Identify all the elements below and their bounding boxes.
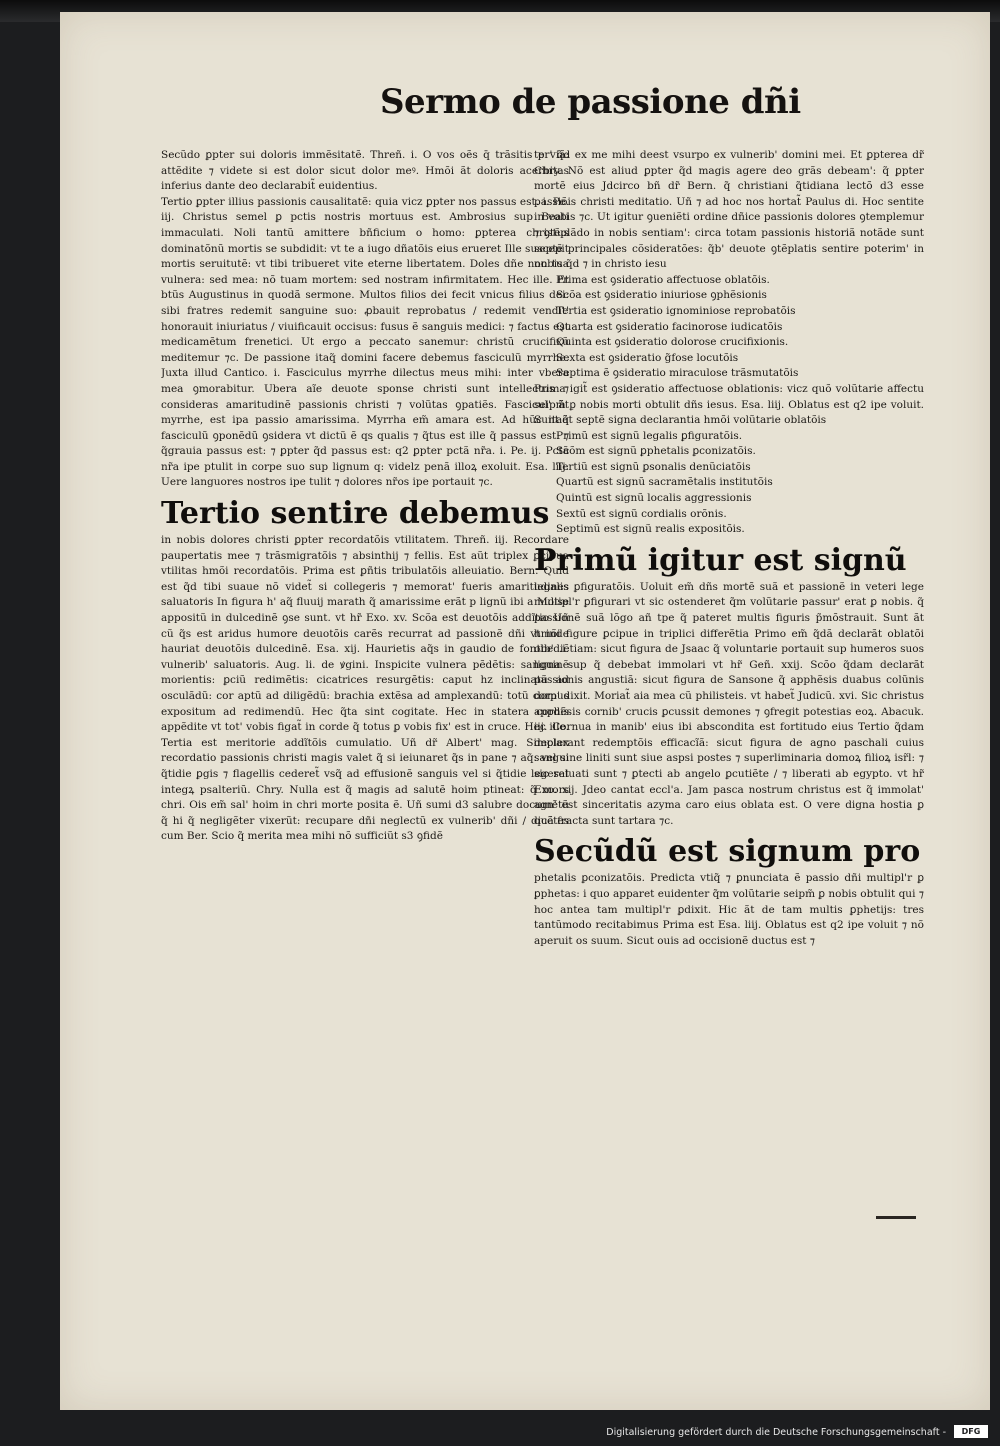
dfg-logo: DFG bbox=[954, 1425, 988, 1438]
list-item: Scõm est signũ ꝑphetalis ꝑconizatõis. bbox=[556, 445, 756, 458]
list-item: Scõa est ꝯsideratio iniuriose ꝯphẽsionis bbox=[556, 289, 767, 302]
list-item: Septimũ est signũ realis expositõis. bbox=[556, 523, 745, 536]
list-item: Quarta est ꝯsideratio facinorose iudicatõis bbox=[556, 320, 783, 333]
list-item: Quartũ est signũ sacramẽtalis institutõis bbox=[556, 476, 773, 489]
list-item: Quinta est ꝯsideratio dolorose crucifixionis. bbox=[556, 336, 789, 349]
paragraph: ter' q̃d ex me mihi deest vsurpo ex vulnerib' domini mei. Et ꝑpterea dr̃ Chry. Nõ est aliud ꝑpter q̃d magis agere deo grãs debeam': q̃ ꝑpter mortẽ eius Jdcirco bñ dr̃ Bern. q̃ christiani q̃tidiana lectõ d3 esse passiõis christi meditatio. Uñ ⁊ ad hoc nos hortat̃ Paulus di. Hoc sentite in vobis ⁊c. Ut igitur ꝯueniẽti ordine dñice passionis dolores ꝯtemplemur ⁊ ꝯtẽplãdo in nobis sentiam': circa totam passionis historiã notãde sunt septẽ principales cõsideratões: q̃b' deuote ꝯtẽplatis sentire poterim' in nobis q̃d ⁊ in christo iesu bbox=[534, 149, 924, 271]
paragraph: legalis ꝑfiguratõis. Uoluit em̃ dñs mortẽ suã et passionẽ in veteri lege multipl'r ꝑfigurari vt sic ostenderet q̃m volũtarie passur' erat ꝑ nobis. q̃ passionẽ suã lõgo añ tpe q̃ pateret multis figuris p̃mõstrauit. Sunt ãt hmõi figure ꝑcipue in triplici differẽtia Primo em̃ q̃dã declarãt oblatõi obediẽtiam: sicut figura de Jsaac q̃ voluntarie portauit sup humeros suos ligna sup q̃ debebat immolari vt hr̃ Geñ. xxij. Scõo q̃dam declarãt passionis angustiã: sicut figura de Sansone q̃ apphẽsis duabus colũnis dom' dixit. Moriat̃ aia mea cũ philisteis. vt habet̃ Judicũ. xvi. Sic christus apphẽsis cornib' crucis ꝑcussit demones ⁊ ꝯfregit potestias eoꝝ. Abacuk. iij. Cornua in manib' eius ibi abscondita est fortitudo eius Tertio q̃dam declarant redemptõis efficacĩã: sicut figura de agno paschali cuius sanguine liniti sunt siue aspsi postes ⁊ superliminaria domoꝝ filioꝝ isr̃l: ⁊ sic saluati sunt ⁊ ꝑtecti ab angelo ꝑcutiẽte / ⁊ liberati ab egypto. vt hr̃ Exo. xij. Jdeo cantat eccl'a. Jam pasca nostrum christus est q̃ immolat' agn' est sinceritatis azyma caro eius oblata est. O vere digna hostia ꝑ quã fracta sunt tartara ⁊c. bbox=[534, 580, 924, 827]
footer-bar bbox=[0, 1410, 1000, 1446]
list-item: Tertia est ꝯsideratio ignominiose reprobatõis bbox=[556, 304, 796, 317]
list-item: Prima est ꝯsideratio affectuose oblatõis. bbox=[556, 273, 770, 286]
list-item: Primũ est signũ legalis ꝑfiguratõis. bbox=[556, 429, 743, 442]
paragraph: phetalis ꝑconizatõis. Predicta vtiq̃ ⁊ ꝑnunciata ẽ passio dñi multipl'r ꝑ ꝑphetas: i quo apparet euidenter q̃m volũtarie seipm̃ ꝑ nobis obtulit qui ⁊ hoc antea tam multipl'r ꝑdixit. Hic ãt de tam multis ꝑphetijs: tres tantũmodo recitabimus Prima est Esa. liij. Oblatus est q2 ipe voluit ⁊ nõ aperuit os suum. Sicut ouis ad occisionẽ ductus est ⁊ bbox=[534, 872, 924, 947]
paragraph: Prima igit̃ est ꝯsideratio affectuose oblationis: vicz quõ volũtarie affectu seipm̃ ꝑ nobis morti obtulit dñs iesus. Esa. liij. Oblatus est q2 ipe voluit. Sunt ãt septẽ signa declarantia hmõi volũtarie oblatõis bbox=[534, 382, 924, 427]
list-item: Tertiũ est signũ ꝑsonalis denũciatõis bbox=[556, 460, 751, 473]
paragraph: Tertio ꝑpter illius passionis causalitatẽ: quia vicz ꝑpter nos passus est. i. Pe. iij. Christus semel ꝑ pctis nostris mortuus est. Ambrosius sup Beati immaculati. Noli tantũ amittere bñficium o homo: ꝑpterea christus dominatõnũ mortis se subdidit: vt te a iugo dñatõis eius erueret Ille suscepit mortis seruitutẽ: vt tibi tribueret vite eterne libertatem. Doles dñe non tua vulnera: sed mea: nõ tuam mortem: sed nostram infirmitatem. Hec ille. Et btũs Augustinus in quodã sermone. Multos filios dei fecit vnicus filius dei: sibi fratres redemit sanguine suo: ꝓbauit reprobatus / redemit vendit' honorauit iniuriatus / viuificauit occisus: fusus ẽ sanguis medici: ⁊ factus est medicamẽtum frenetici. Ut ergo a peccato sanemur: christũ crucifixũ meditemur ⁊c. De passione itaq̃ domini facere debemus fasciculũ myrrhe. Juxta illud Cantico. i. Fasciculus myrrhe dilectus meus mihi: inter vbera mea ꝯmorabitur. Ubera aĩe deuote sponse christi sunt intellectus ⁊ consideras amaritudinẽ passionis christi ⁊ volũtas ꝯpatiẽs. Fascicul' ãt myrrhe, est ipa passio amarissima. Myrrha em̃ amara est. Ad hũc itaq̃ fasciculũ ꝯponẽdũ ꝯsidera vt dictũ ẽ qs qualis ⁊ q̃tus est ille q̃ passus est: ⁊ q̃grauia passus est: ⁊ ꝑpter q̃d passus est: q2 ꝑpter pctã nr̃a. i. Pe. ij. Pctã nr̃a ipe ptulit in corpe suo sup lignum q: videlz penã illoꝝ exoluit. Esa. liij. Uere languores nostros ipe tulit ⁊ dolores nr̃os ipe portauit ⁊c. bbox=[161, 195, 569, 489]
running-head: Sermo de passione dñi bbox=[380, 82, 801, 122]
list-item: Septima ẽ ꝯsideratio miraculose trãsmutatõis bbox=[556, 367, 799, 380]
paragraph: Secũdo ꝑpter sui doloris immẽsitatẽ. Threñ. i. O vos oẽs q̄ trãsitis p viã: attẽdite ⁊ videte si est dolor sicut dolor meꝰ. Hmõi ãt doloris acerbitas inferius dante deo declarabit̃ euidentius. bbox=[161, 149, 569, 193]
section-heading: Secũdũ est signum pro bbox=[534, 834, 921, 870]
paragraph: in nobis dolores christi ꝑpter recordatõis vtilitatem. Threñ. iij. Recordare paupertatis mee ⁊ trãsmigratõis ⁊ absinthij ⁊ fellis. Est aũt triplex ꝑcipua vtilitas hmõi recordatõis. Prima est ꝑñtis tribulatõis alleuiatio. Bern. Quid est q̃d tibi suaue nõ videt̃ si collegeris ⁊ memorat' fueris amaritudines saluatoris In figura h' aq̃ fluuij marath q̃ amarissime erãt p lignũ ibi a Moise appositũ in dulcedinẽ ꝯse sunt. vt hr̃ Exo. xv. Scõa est deuotõis addĩtio Uñ cũ q̃s est aridus humore deuotõis carẽs recurrat ad passionẽ dñi vt inde hauriat deuotõis dulcedinẽ. Esa. xij. Haurietis aq̃s in gaudio de fontib' .i. vulnerib' saluatoris. Aug. li. de ꝟgini. Inspicite vulnera pẽdẽtis: sanguinẽ morientis: ꝑciũ redimẽtis: cicatrices resurgẽtis: caput hz inclinatũ ad osculãdũ: cor aptũ ad diligẽdũ: brachia extẽsa ad amplexandũ: totũ corpus expositum ad redimendũ. Hec q̃ta sint cogitate. Hec in statera cordis appẽdite vt tot' vobis figat̃ in corde q̃ totus ꝑ vobis fix' est in cruce. Hec ille. Tertia est meritorie addĩtõis cumulatio. Uñ dr̃ Albert' mag. Simplex recordatio passionis christi magis valet q̃ si ieiunaret q̃s in pane ⁊ aq̃: vel si q̃tidie ꝑgis ⁊ flagellis cederet̃ vsq̃ ad effusionẽ sanguis vel si q̃tidie legeret integꝝ psalteriũ. Chry. Nulla est q̃ magis ad salutẽ hoim ptineat: q̃ mors chri. Ois em̃ sal' hoim in chri morte posita ẽ. Uñ sumi d3 salubre documẽtũ q̃ hi q̃ negligẽter vixerũt: recupare dñi neglectũ ex vulnerib' dñi / dicẽtes cum Ber. Scio q̃ merita mea mihi nõ sufficiũt s3 ꝯfidẽ bbox=[161, 534, 569, 843]
footer-credit: Digitalisierung gefördert durch die Deutsche Forschungsgemeinschaft - bbox=[606, 1427, 946, 1438]
section-heading: Tertio sentire debemus bbox=[161, 496, 550, 532]
left-column bbox=[161, 148, 569, 1228]
list-item: Sexta est ꝯsideratio g̃fose locutõis bbox=[556, 351, 739, 364]
catchword-mark bbox=[876, 1216, 916, 1219]
right-column bbox=[534, 148, 924, 1228]
list-item: Sextũ est signũ cordialis orõnis. bbox=[556, 507, 727, 520]
list-item: Quintũ est signũ localis aggressionis bbox=[556, 492, 752, 505]
section-heading: Primũ igitur est signũ bbox=[534, 542, 907, 578]
